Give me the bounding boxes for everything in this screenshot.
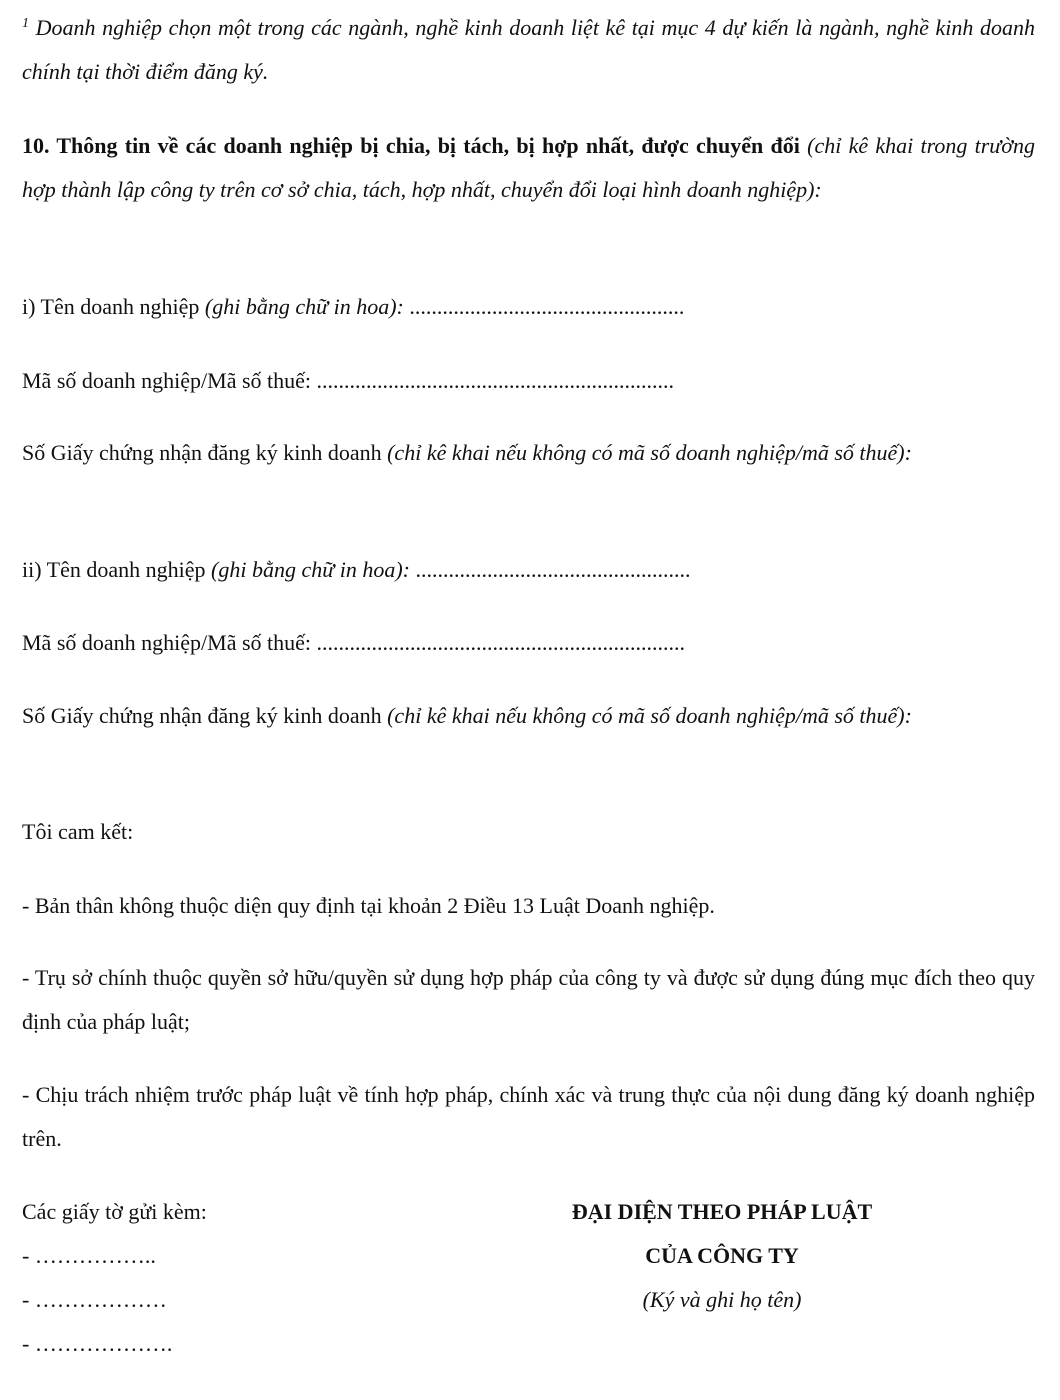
signature-block xyxy=(480,1190,964,1322)
commitment-item-3: - Chịu trách nhiệm trước pháp luật về tính hợp pháp, chính xác và trung thực của nội dung đăng ký doanh nghiệp trên. xyxy=(22,1082,1035,1151)
attachments xyxy=(22,1190,422,1366)
section-10-note: (chỉ kê khai trong trường hợp thành lập công ty trên cơ sở chia, tách, hợp nhất, chuyển đổi loại hình doanh nghiệp): xyxy=(22,133,1035,202)
attachment-item[interactable]: - ………………. xyxy=(22,1331,173,1356)
section-10-heading: 10. Thông tin về các doanh nghiệp bị chia, bị tách, bị hợp nhất, được chuyển đổi xyxy=(22,133,800,158)
company1-cert-line xyxy=(22,431,1035,475)
signature-title-line2: CỦA CÔNG TY xyxy=(645,1243,799,1268)
company2-tax-field[interactable]: ................................................................... xyxy=(316,630,686,655)
footnote xyxy=(22,6,1035,94)
commitment-item-2: - Trụ sở chính thuộc quyền sở hữu/quyền sử dụng hợp pháp của công ty và được sử dụng đúng mục đích theo quy định của pháp luật; xyxy=(22,965,1035,1034)
company1-tax-label: Mã số doanh nghiệp/Mã số thuế: xyxy=(22,368,312,393)
company1-tax-line xyxy=(22,359,1035,403)
company1-name-line xyxy=(22,285,1035,329)
signature-note: (Ký và ghi họ tên) xyxy=(642,1287,802,1312)
signature-title-line1: ĐẠI DIỆN THEO PHÁP LUẬT xyxy=(571,1199,873,1224)
company1-cert-note: (chỉ kê khai nếu không có mã số doanh nghiệp/mã số thuế): xyxy=(387,440,912,465)
company2-cert-line xyxy=(22,694,1035,738)
company2-cert-note: (chỉ kê khai nếu không có mã số doanh nghiệp/mã số thuế): xyxy=(387,703,912,728)
company2-tax-label: Mã số doanh nghiệp/Mã số thuế: xyxy=(22,630,312,655)
company2-cert-label: Số Giấy chứng nhận đăng ký kinh doanh xyxy=(22,703,382,728)
company1-name-field[interactable]: .................................................. xyxy=(409,294,685,319)
section-10 xyxy=(22,124,1035,212)
attachment-item[interactable]: - ……………… xyxy=(22,1287,167,1312)
company1-name-note: (ghi bằng chữ in hoa): xyxy=(204,294,404,319)
footnote-marker: 1 xyxy=(22,16,29,31)
commitment-item-1: - Bản thân không thuộc diện quy định tại khoản 2 Điều 13 Luật Doanh nghiệp. xyxy=(22,893,715,918)
company2-name-field[interactable]: .................................................. xyxy=(415,557,691,582)
attachments-label: Các giấy tờ gửi kèm: xyxy=(22,1199,207,1224)
commitment-intro: Tôi cam kết: xyxy=(22,819,134,844)
footnote-text: Doanh nghiệp chọn một trong các ngành, nghề kinh doanh liệt kê tại mục 4 dự kiến là ngành, nghề kinh doanh chính tại thời điểm đăng ký. xyxy=(22,15,1036,84)
company1-tax-field[interactable]: ................................................................. xyxy=(316,368,675,393)
company1-cert-label: Số Giấy chứng nhận đăng ký kinh doanh xyxy=(22,440,382,465)
company2-name-line xyxy=(22,548,1035,592)
company2-tax-line xyxy=(22,621,1035,665)
company1-name-label: i) Tên doanh nghiệp xyxy=(22,294,200,319)
company2-name-note: (ghi bằng chữ in hoa): xyxy=(211,557,410,582)
attachment-item[interactable]: - …………….. xyxy=(22,1243,156,1268)
company2-name-label: ii) Tên doanh nghiệp xyxy=(22,557,206,582)
